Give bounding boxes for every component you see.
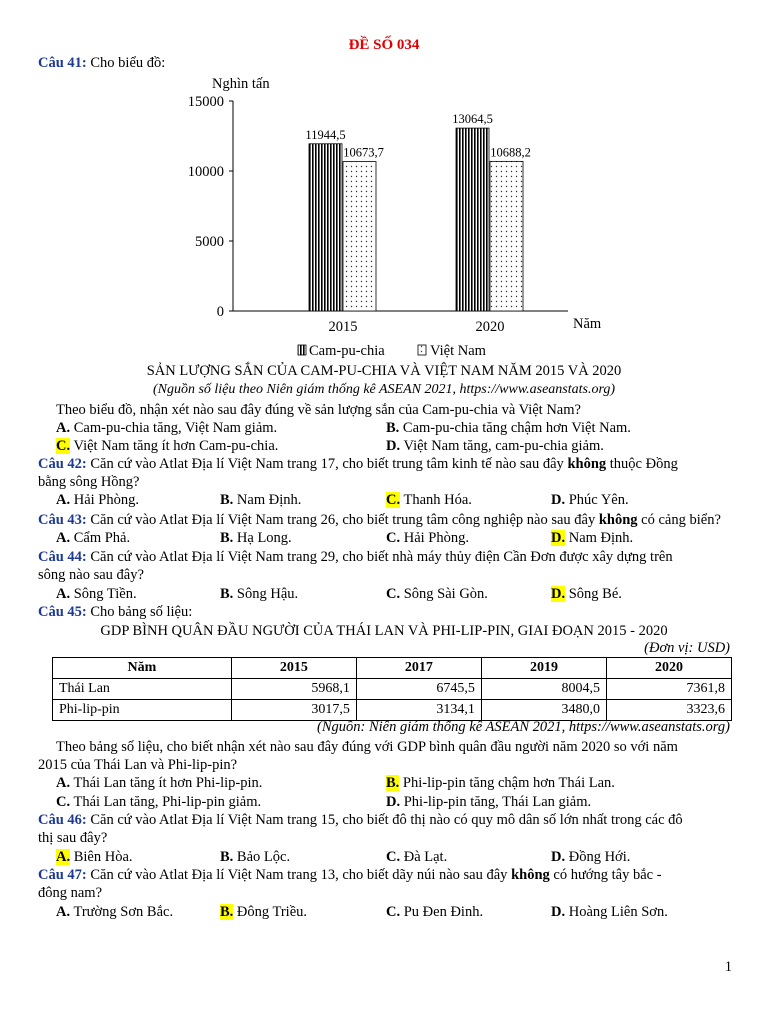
q47-option-b[interactable]: B. Đông Triều. — [220, 904, 308, 920]
q43-option-d[interactable]: D. Nam Định. — [551, 530, 634, 546]
q44-option-b[interactable]: B. Sông Hậu. — [220, 586, 299, 602]
chart-plot-area — [188, 94, 568, 335]
q45-question-line2: 2015 của Thái Lan và Phi-lip-pin? — [38, 757, 238, 773]
legend-label-vietnam: Việt Nam — [430, 343, 486, 359]
q47-option-c[interactable]: C. Pu Đen Đinh. — [386, 904, 484, 920]
q42-option-b[interactable]: B. Nam Định. — [220, 492, 302, 508]
table-cell: 3017,5 — [231, 700, 356, 721]
q47-text: Câu 47: Căn cứ vào Atlat Địa lí Việt Nam trang 13, cho biết dãy núi nào sau đây không có hướng tây bắc - — [38, 867, 662, 883]
q45-option-b[interactable]: B. Phi-lip-pin tăng chậm hơn Thái Lan. — [386, 775, 615, 791]
q42-option-d[interactable]: D. Phúc Yên. — [551, 492, 629, 508]
table-cell: 3134,1 — [356, 700, 481, 721]
q41-option-c[interactable]: C. Việt Nam tăng ít hơn Cam-pu-chia. — [56, 438, 279, 454]
table-cell: Phi-lip-pin — [53, 700, 232, 721]
y-axis-label: Nghìn tấn — [212, 76, 270, 92]
table-cell: 5968,1 — [231, 679, 356, 700]
q43-text: Câu 43: Căn cứ vào Atlat Địa lí Việt Nam trang 26, cho biết trung tâm công nghiệp nào sau đây không có cảng biển? — [38, 512, 721, 528]
y-tick-label: 5000 — [195, 234, 224, 250]
x-tick-label: 2015 — [328, 319, 358, 335]
q47-option-a[interactable]: A. Trường Sơn Bắc. — [56, 904, 174, 920]
table-cell: 3323,6 — [606, 700, 731, 721]
table-header: Năm — [53, 658, 232, 679]
q46-text: Câu 46: Căn cứ vào Atlat Địa lí Việt Nam trang 15, cho biết đô thị nào có quy mô dân số lớn nhất trong các đô — [38, 812, 683, 828]
q46-option-b[interactable]: B. Bảo Lộc. — [220, 849, 291, 865]
data-label: 11944,5 — [305, 127, 346, 142]
q42-text: Câu 42: Căn cứ vào Atlat Địa lí Việt Nam trang 17, cho biết trung tâm kinh tế nào sau đây không thuộc Đồng — [38, 456, 678, 472]
table-source: (Nguồn: Niên giám thống kê ASEAN 2021, https://www.aseanstats.org) — [317, 719, 730, 735]
q42-option-a[interactable]: A. Hải Phòng. — [56, 492, 139, 508]
q44-option-c[interactable]: C. Sông Sài Gòn. — [386, 586, 488, 602]
q41-label: Câu 41: — [38, 55, 87, 71]
q41-option-d[interactable]: D. Việt Nam tăng, cam-pu-chia giảm. — [386, 438, 604, 454]
table-cell: 6745,5 — [356, 679, 481, 700]
data-label: 13064,5 — [452, 112, 493, 127]
q42-option-c[interactable]: C. Thanh Hóa. — [386, 492, 472, 508]
q41-text: Cho biểu đồ: — [90, 55, 166, 71]
y-tick-label: 0 — [216, 304, 224, 320]
q45-question: Theo bảng số liệu, cho biết nhận xét nào sau đây đúng với GDP bình quân đầu người năm 2020 so với năm — [56, 739, 678, 755]
table-header: 2020 — [606, 658, 731, 679]
bar-vietnam-2020 — [490, 161, 523, 311]
q43-option-c[interactable]: C. Hải Phòng. — [386, 530, 469, 546]
exam-title: ĐỀ SỐ 034 — [348, 37, 420, 53]
legend-swatch-vietnam — [418, 345, 426, 355]
q44-option-d[interactable]: D. Sông Bé. — [551, 586, 622, 602]
cassava-bar-chart — [0, 70, 768, 362]
q46-text-line2: thị sau đây? — [38, 830, 108, 846]
legend-label-cambodia: Cam-pu-chia — [309, 343, 385, 359]
data-label: 10688,2 — [490, 145, 531, 160]
chart-title: SẢN LƯỢNG SẮN CỦA CAM-PU-CHIA VÀ VIỆT NAM NĂM 2015 VÀ 2020 — [146, 363, 622, 379]
y-tick-label: 15000 — [187, 94, 224, 110]
table-header: 2015 — [231, 658, 356, 679]
x-axis-label: Năm — [573, 316, 602, 332]
page-number: 1 — [724, 959, 732, 975]
q45-option-c[interactable]: C. Thái Lan tăng, Phi-lip-pin giảm. — [56, 794, 262, 810]
x-tick-label: 2020 — [475, 319, 505, 335]
table-title: GDP BÌNH QUÂN ĐẦU NGƯỜI CỦA THÁI LAN VÀ PHI-LIP-PIN, GIAI ĐOẠN 2015 - 2020 — [100, 623, 668, 639]
table-cell: Thái Lan — [53, 679, 232, 700]
table-header: 2017 — [356, 658, 481, 679]
data-label: 10673,7 — [343, 145, 384, 160]
q41-question: Theo biểu đồ, nhận xét nào sau đây đúng về sản lượng sắn của Cam-pu-chia và Việt Nam? — [56, 402, 581, 418]
q43-option-b[interactable]: B. Hạ Long. — [220, 530, 292, 546]
table-cell: 8004,5 — [481, 679, 606, 700]
q46-option-c[interactable]: C. Đà Lạt. — [386, 849, 448, 865]
table-cell: 3480,0 — [481, 700, 606, 721]
table-unit: (Đơn vị: USD) — [644, 640, 730, 656]
q47-option-d[interactable]: D. Hoàng Liên Sơn. — [551, 904, 668, 920]
q45-heading: Câu 45: Cho bảng số liệu: — [38, 604, 193, 620]
q41-option-b[interactable]: B. Cam-pu-chia tăng chậm hơn Việt Nam. — [386, 420, 631, 436]
q46-option-a[interactable]: A. Biên Hòa. — [56, 849, 133, 865]
q47-text-line2: đông nam? — [38, 885, 103, 901]
chart-source: (Nguồn số liệu theo Niên giám thống kê ASEAN 2021, https://www.aseanstats.org) — [152, 382, 616, 397]
table-cell: 7361,8 — [606, 679, 731, 700]
q46-option-d[interactable]: D. Đồng Hới. — [551, 849, 631, 865]
q41-option-a[interactable]: A. Cam-pu-chia tăng, Việt Nam giảm. — [56, 420, 278, 436]
bar-cambodia-2020 — [456, 128, 489, 311]
table-header-row — [53, 658, 732, 679]
bar-vietnam-2015 — [343, 162, 376, 311]
q45-option-d[interactable]: D. Phi-lip-pin tăng, Thái Lan giảm. — [386, 794, 592, 810]
bar-cambodia-2015 — [309, 144, 342, 311]
q42-text-line2: bằng sông Hồng? — [38, 474, 140, 490]
gdp-table — [52, 657, 732, 721]
table-row — [53, 679, 732, 700]
q44-text: Câu 44: Căn cứ vào Atlat Địa lí Việt Nam trang 29, cho biết nhà máy thủy điện Cần Đơn được xây dựng trên — [38, 549, 673, 565]
legend-swatch-cambodia — [298, 345, 306, 355]
table-header: 2019 — [481, 658, 606, 679]
y-tick-label: 10000 — [187, 164, 224, 180]
q45-option-a[interactable]: A. Thái Lan tăng ít hơn Phi-lip-pin. — [56, 775, 263, 791]
q44-option-a[interactable]: A. Sông Tiền. — [56, 586, 137, 602]
q43-option-a[interactable]: A. Cẩm Phả. — [56, 530, 131, 546]
q44-text-line2: sông nào sau đây? — [38, 567, 144, 583]
